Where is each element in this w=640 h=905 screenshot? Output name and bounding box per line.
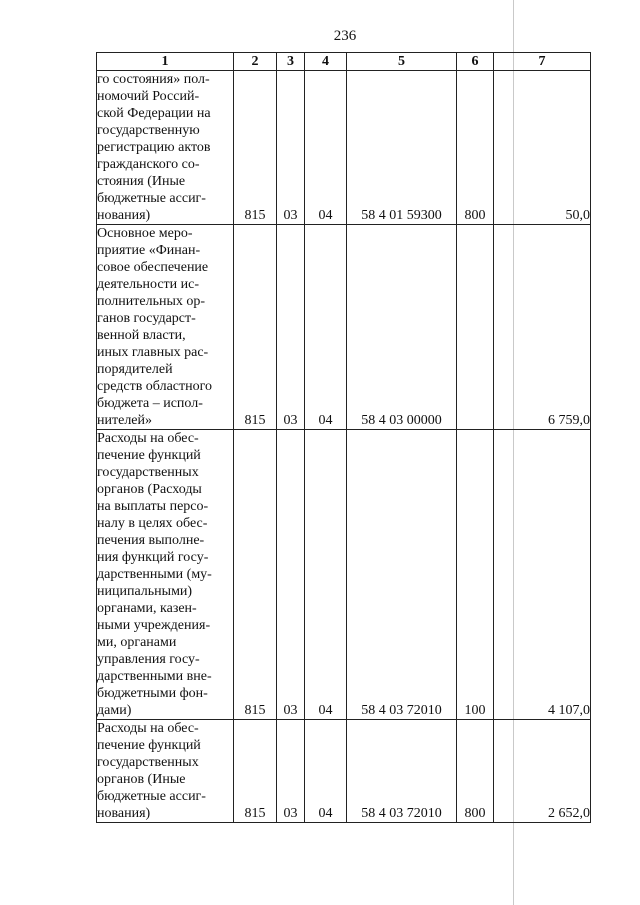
header-col-3: 3 (277, 53, 305, 71)
row-ministry-code: 815 (234, 430, 277, 720)
budget-table (96, 52, 591, 823)
header-col-5: 5 (347, 53, 457, 71)
row-subsection-code: 04 (305, 225, 347, 430)
row-section-code: 03 (277, 225, 305, 430)
row-target-article: 58 4 01 59300 (347, 71, 457, 225)
row-amount: 6 759,0 (494, 225, 591, 430)
table-row (97, 71, 591, 225)
header-col-2: 2 (234, 53, 277, 71)
header-col-7: 7 (494, 53, 591, 71)
table-header-row (97, 53, 591, 71)
row-description: Расходы на обес- печение функций государственных органов (Иные бюджетные ассиг- нования) (97, 720, 234, 823)
table-row (97, 720, 591, 823)
row-section-code: 03 (277, 71, 305, 225)
header-col-4: 4 (305, 53, 347, 71)
row-description: го состояния» пол- номочий Россий- ской Федерации на государственную регистрацию актов гражданского со- стояния (Иные бюджетные ассиг- нования) (97, 71, 234, 225)
row-section-code: 03 (277, 430, 305, 720)
row-description: Основное меро- приятие «Финан- совое обеспечение деятельности ис- полнительных ор- ганов государст- венной власти, иных главных рас- порядителей средств областного бюджета – испол- нителей» (97, 225, 234, 430)
header-col-1: 1 (97, 53, 234, 71)
row-subsection-code: 04 (305, 71, 347, 225)
row-target-article: 58 4 03 72010 (347, 720, 457, 823)
row-expense-type (457, 225, 494, 430)
row-target-article: 58 4 03 72010 (347, 430, 457, 720)
row-ministry-code: 815 (234, 720, 277, 823)
row-subsection-code: 04 (305, 720, 347, 823)
table-row (97, 430, 591, 720)
page-number: 236 (333, 28, 357, 44)
row-expense-type: 800 (457, 720, 494, 823)
row-amount: 2 652,0 (494, 720, 591, 823)
row-section-code: 03 (277, 720, 305, 823)
row-amount: 50,0 (494, 71, 591, 225)
row-expense-type: 800 (457, 71, 494, 225)
row-amount: 4 107,0 (494, 430, 591, 720)
table-row (97, 225, 591, 430)
row-ministry-code: 815 (234, 71, 277, 225)
row-description: Расходы на обес- печение функций государственных органов (Расходы на выплаты персо- налу в целях обес- печения выполне- ния функций госу- дарственными (му- ниципальными) органами, казен- ными учреждения- ми, органами управления госу- дарственными вне- бюджетными фон- дами) (97, 430, 234, 720)
row-target-article: 58 4 03 00000 (347, 225, 457, 430)
row-expense-type: 100 (457, 430, 494, 720)
header-col-6: 6 (457, 53, 494, 71)
row-ministry-code: 815 (234, 225, 277, 430)
row-subsection-code: 04 (305, 430, 347, 720)
